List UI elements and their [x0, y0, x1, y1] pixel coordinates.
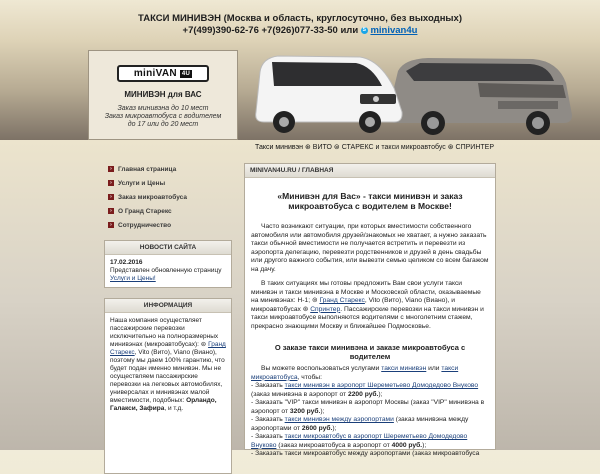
- news-text: Представлен обновленную страницу: [110, 267, 222, 274]
- services-paragraph: [251, 280, 489, 331]
- list-text: - Заказать: [251, 382, 283, 389]
- list-text: - Заказать: [251, 433, 283, 440]
- site-title: ТАКСИ МИНИВЭН (Москва и область, круглосуточно, без выходных): [138, 13, 462, 24]
- arrow-bullet-icon: ›: [108, 208, 114, 214]
- info-text: Наша компания осуществляет пассажирские перевозки исключительно на полноразмерных минивэнах (микроавтобусах):: [110, 317, 219, 348]
- promo-line: до 17 или до 20 мест: [127, 121, 199, 128]
- news-panel: [104, 240, 232, 288]
- mercedes-icon: ⊛: [447, 144, 454, 151]
- info-text: , Vito (Вито), Viano (Виано), поэтому мы даем 100% гарантию, что будет подан именно минивэн. Мы не осуществляем пассажирские перевозки на легковых автомобилях, универсалах и минивэнах малой вместимости, подобных:: [110, 349, 225, 404]
- news-date: 17.02.2016: [110, 259, 143, 266]
- page-title: «Минивэн для Вас» - такси минивэн и заказ микроавтобуса с водителем в Москве!: [277, 191, 463, 211]
- list-item: [251, 382, 489, 399]
- intro-paragraph: Часто возникают ситуации, при которых вместимости собственного автомобиля или автомобиля друзей/знакомых не хватает, а нужно заказать такси обычной вместимости не получается встретить и перевезти из аэропорта делегацию, перевезти родственников и друзей в день свадьбы или другого важного события, или вывезти семью целиком со всем багажом на дачу.: [251, 223, 489, 273]
- skype-link[interactable]: minivan4u: [370, 25, 418, 36]
- sidebar-item-label: Главная страница: [118, 165, 177, 173]
- list-text: - Заказать такси микроавтобус между аэропортами (заказ микроавтобуса: [251, 450, 480, 457]
- arrow-bullet-icon: ›: [108, 166, 114, 172]
- white-minivan-image: [248, 50, 408, 135]
- breadcrumb: MINIVAN4U.RU / ГЛАВНАЯ: [245, 164, 495, 178]
- link-minibus-airport[interactable]: такси микроавтобус в аэропорт Шереметьево Домодедово Внуково: [251, 433, 468, 449]
- promo-box: [88, 50, 238, 140]
- sidebar-item-cooperation[interactable]: [104, 218, 232, 232]
- news-link[interactable]: Услуги и Цены!: [110, 275, 156, 282]
- list-text: Вы можете воспользоваться услугами: [261, 365, 380, 372]
- link-minivan-airport[interactable]: такси минивэн в аэропорт Шереметьево Домодедово Внуково: [284, 382, 479, 389]
- link-grand-starex[interactable]: Гранд Старекс: [319, 297, 365, 304]
- list-item: [251, 450, 489, 459]
- list-text: , чтобы:: [297, 373, 322, 381]
- sidebar-item-label: Услуги и Цены: [118, 179, 166, 187]
- info-panel: [104, 298, 232, 474]
- list-text: (заказ минивэна между аэропортами от: [251, 416, 469, 432]
- sidebar-item-about-starex[interactable]: [104, 204, 232, 218]
- list-text: - Заказать: [251, 416, 283, 423]
- info-bold: Зафира: [139, 405, 165, 412]
- section-title: О заказе такси минивэна и заказе микроавтобуса с водителем: [274, 343, 466, 361]
- list-item: [251, 365, 489, 382]
- price: 2200 руб.: [347, 390, 379, 398]
- tagline: [255, 143, 494, 151]
- arrow-bullet-icon: ›: [108, 180, 114, 186]
- phone-numbers: [115, 25, 485, 36]
- phone-text: +7(499)390-62-76 +7(926)077-33-50 или: [182, 25, 359, 36]
- price: 3200 руб.: [289, 407, 321, 415]
- tagline-prefix: Такси минивэн: [255, 144, 304, 151]
- sidebar: [104, 162, 232, 474]
- hyundai-icon: ⊜: [333, 144, 340, 151]
- news-panel-body: [105, 255, 231, 287]
- list-item: [251, 416, 489, 433]
- hyundai-icon: ⊜: [200, 341, 207, 348]
- list-text: );: [422, 441, 427, 449]
- list-text: (заказ микроавтобуса в аэропорт от: [278, 441, 390, 449]
- para-text: . Пассажирские перевозки на такси минивэн и такси микроавтобусе выполняются водителями с многолетним стажем, прекрасно знающими Москву и ближайшее Подмосковье.: [251, 305, 484, 330]
- list-text: );: [378, 390, 383, 398]
- sidebar-item-label: Сотрудничество: [118, 221, 172, 229]
- site-header: [115, 13, 485, 36]
- services-list: [251, 365, 489, 459]
- list-text: - Заказать "VIP" такси минивэн в аэропорт Москвы (заказ "VIP" минивэна в аэропорт от: [251, 399, 485, 415]
- promo-line: Заказ микроавтобуса с водителем: [104, 113, 222, 120]
- list-text: );: [320, 407, 325, 415]
- arrow-bullet-icon: ›: [108, 194, 114, 200]
- info-bold: Галакси,: [110, 405, 138, 412]
- promo-line: Заказ минивэна до 10 мест: [117, 105, 209, 112]
- info-text: , и т.д.: [164, 405, 184, 412]
- sidebar-item-label: О Гранд Старекс: [118, 207, 172, 215]
- info-panel-body: [105, 313, 231, 473]
- news-panel-title: НОВОСТИ САЙТА: [105, 241, 231, 255]
- link-minivan-between-airports[interactable]: такси минивэн между аэропортами: [284, 416, 394, 423]
- info-link-starex[interactable]: Гранд Старекс: [110, 341, 226, 356]
- site-logo[interactable]: [117, 65, 209, 82]
- price: 4000 руб.: [391, 441, 423, 449]
- header-vans-image: [238, 45, 600, 143]
- list-text: или: [428, 365, 440, 372]
- info-bold: Орландо,: [186, 397, 217, 404]
- list-text: );: [332, 424, 337, 432]
- price: 2600 руб.: [301, 424, 333, 432]
- list-item: [251, 433, 489, 450]
- main-content: [244, 163, 496, 457]
- hyundai-icon: ⊜: [311, 297, 318, 304]
- mercedes-icon: ⊛: [302, 305, 309, 313]
- mercedes-icon: ⊛: [304, 144, 311, 151]
- link-sprinter[interactable]: Спринтер: [310, 305, 341, 313]
- info-panel-title: ИНФОРМАЦИЯ: [105, 299, 231, 313]
- promo-title: МИНИВЭН для ВАС: [124, 90, 202, 99]
- list-text: (заказ минивэна в аэропорт от: [251, 390, 347, 398]
- sidebar-item-home[interactable]: [104, 162, 232, 176]
- para-text: , Vito (Вито), Viano (Виано), и микроавтобусах: [251, 297, 456, 313]
- sidebar-item-label: Заказ микроавтобуса: [118, 193, 187, 201]
- skype-icon: S: [362, 26, 366, 33]
- tagline-vito: ВИТО: [312, 144, 332, 151]
- list-item: [251, 399, 489, 416]
- arrow-bullet-icon: ›: [108, 222, 114, 228]
- tagline-starex: СТАРЕКС и такси микроавтобус: [341, 144, 446, 151]
- link-taxi-minivan[interactable]: такси минивэн: [381, 365, 427, 372]
- sidebar-item-order-minibus[interactable]: [104, 190, 232, 204]
- link-taxi-minibus[interactable]: такси микроавтобуса: [251, 365, 459, 381]
- logo-text: miniVAN: [133, 68, 177, 79]
- tagline-sprinter: СПРИНТЕР: [455, 144, 495, 151]
- logo-number: 4U: [181, 70, 191, 77]
- sidebar-item-services[interactable]: [104, 176, 232, 190]
- para-text: В таких ситуациях мы готовы предложить Вам свои услуги такси минивэн и такси минивэна в Москве и Московской области, оказываемые на минивэнах: Н-1;: [251, 280, 481, 304]
